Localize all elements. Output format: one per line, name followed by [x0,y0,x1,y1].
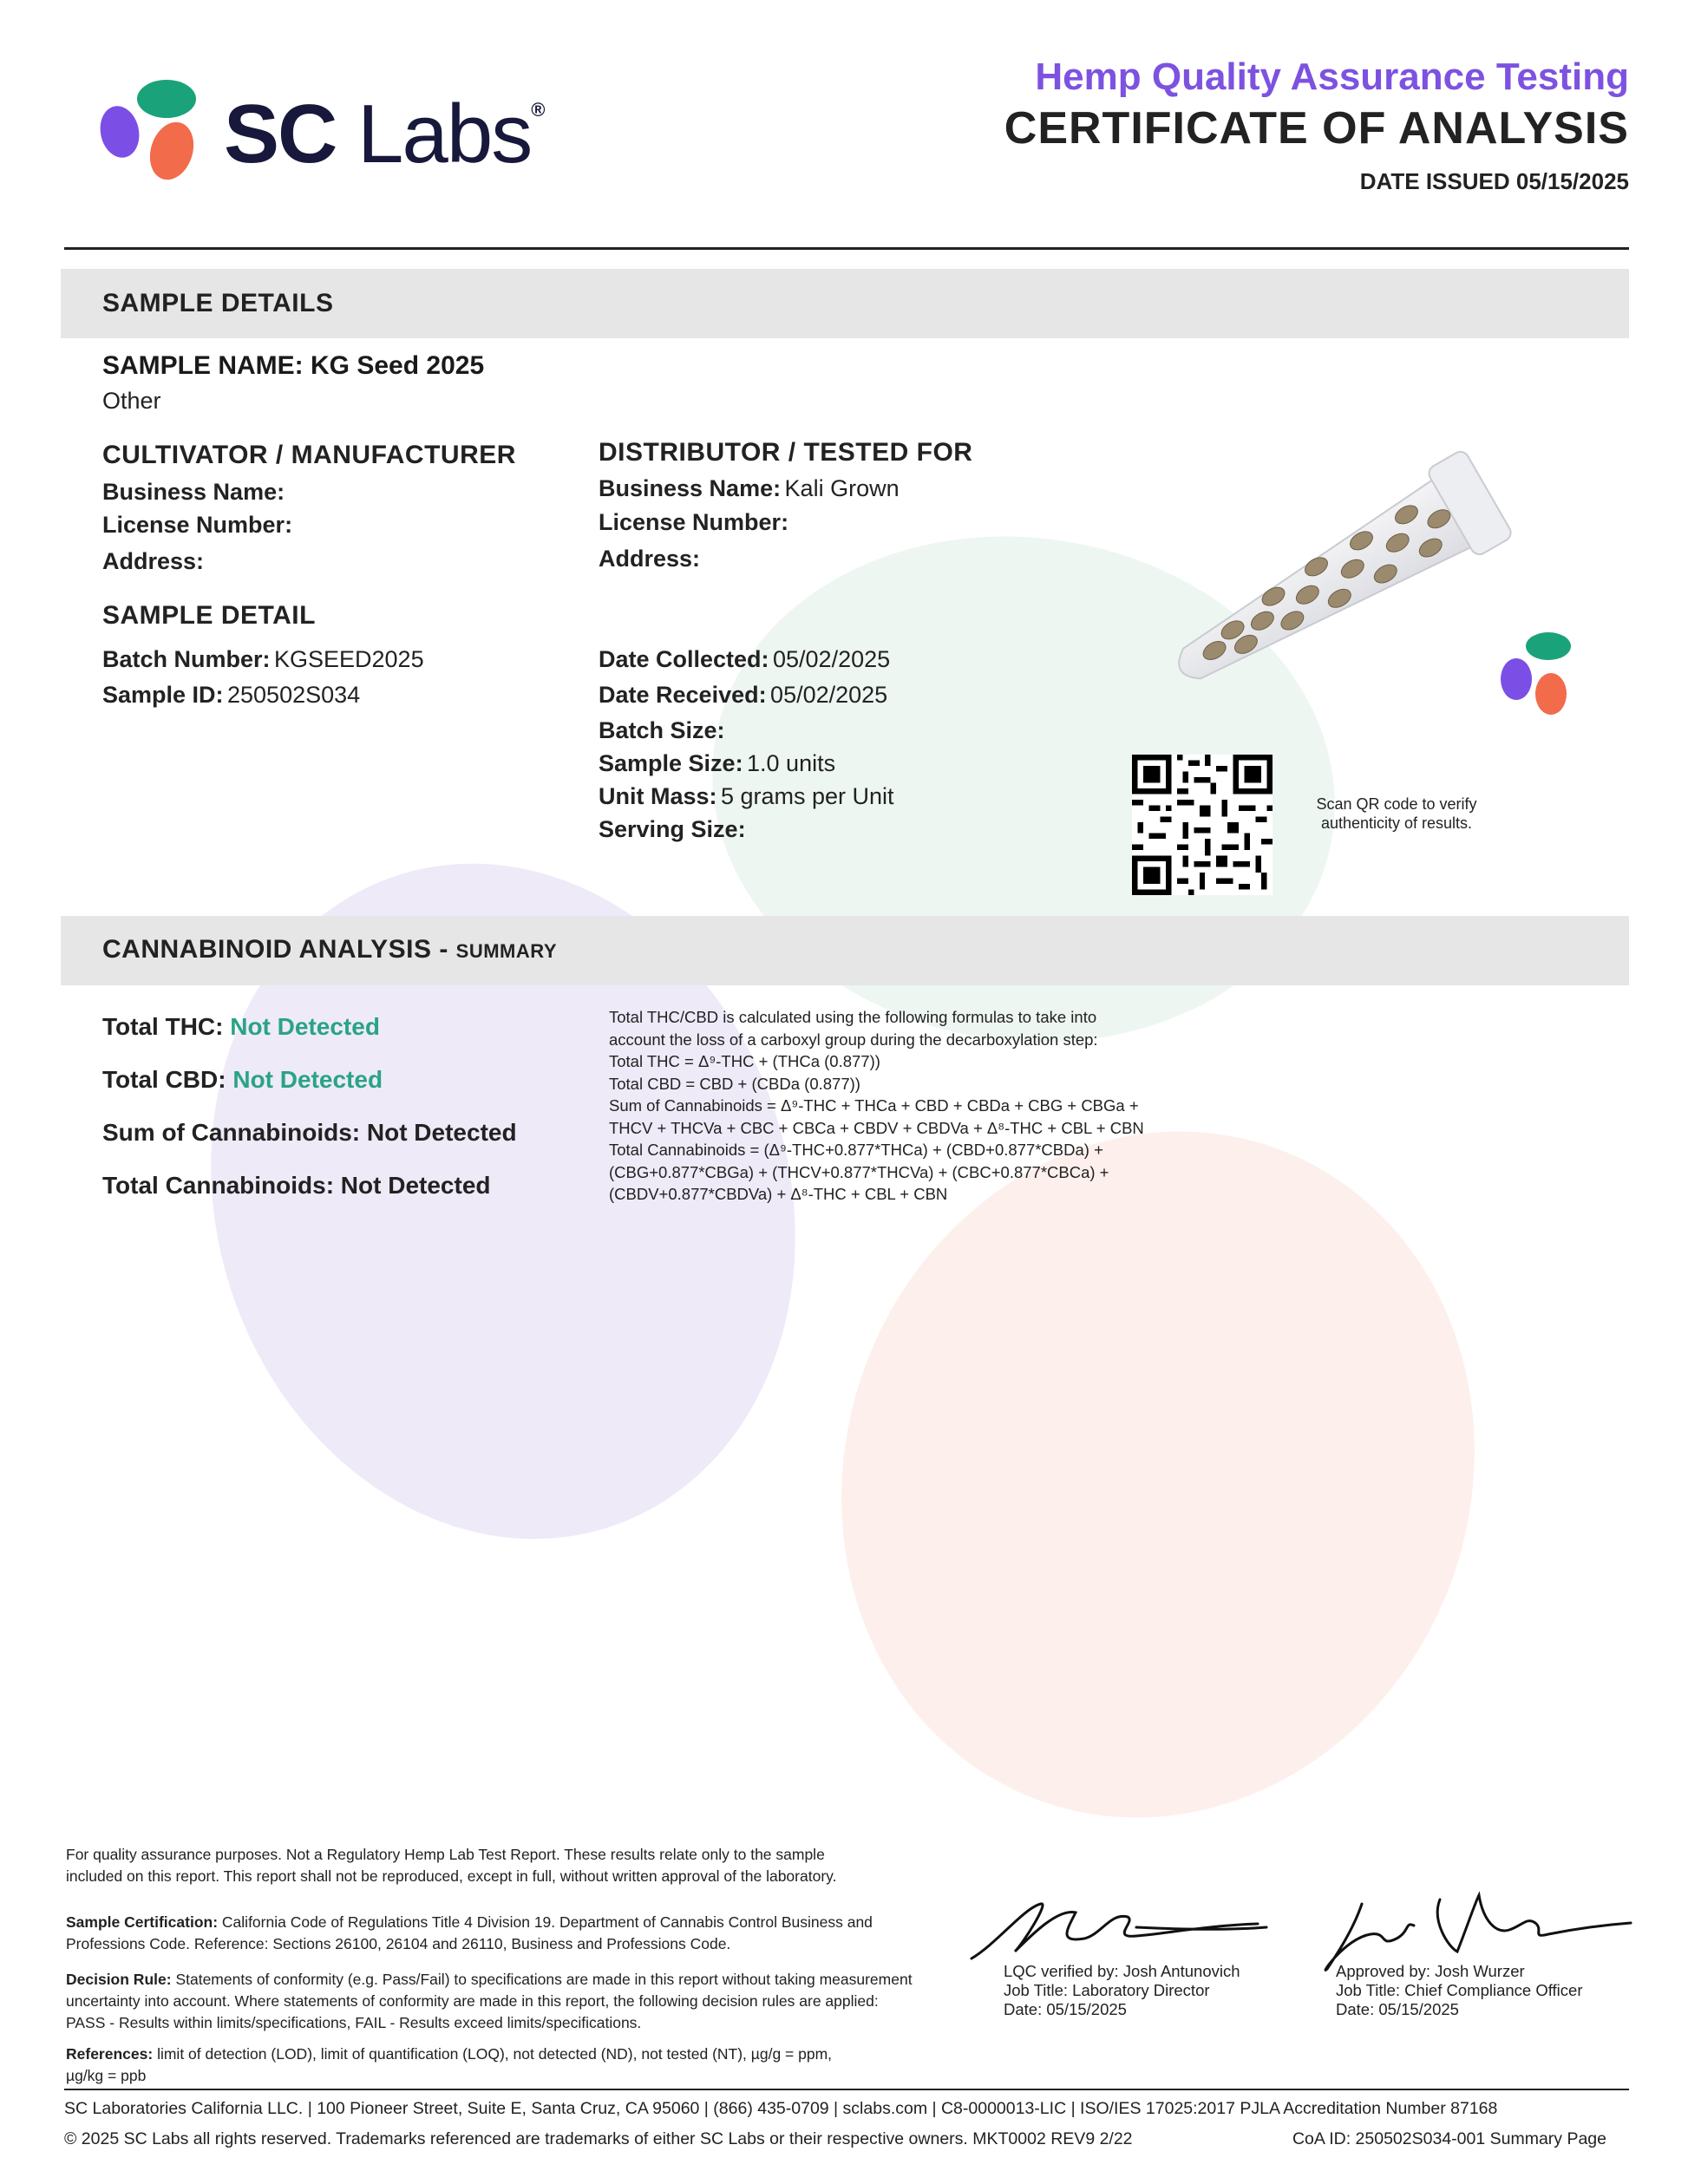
references: References: limit of detection (LOD), limit of quantification (LOQ), not detected (ND), not tested (NT), µg/g = ppm, µg/kg = ppb [66,2045,833,2084]
date-issued: DATE ISSUED 05/15/2025 [1359,168,1629,194]
sample-photo [1067,438,1587,733]
decision-rule: Decision Rule: Statements of conformity (e.g. Pass/Fail) to specifications are made in this report without taking measurement uncertainty into account. Where statements of conformity are made in this report, the following decision rules are applied: PASS - Results within limits/specifications, FAIL - Results exceed limits/specifications. [66,1971,913,2031]
signer-date: Date: 05/15/2025 [1336,2000,1459,2018]
cultivator-title: CULTIVATOR / MANUFACTURER [102,441,516,469]
formula-line: (CBDV+0.877*CBDVa) + Δ⁸-THC + CBL + CBN [609,1185,948,1203]
signer-name: LQC verified by: Josh Antunovich [1004,1962,1240,1980]
formula-notes [609,1006,1233,1206]
sample-name: SAMPLE NAME: KG Seed 2025 [102,351,485,380]
sample-certification: Sample Certification: California Code of Regulations Title 4 Division 19. Department of Cannabis Control Business and Professions Code. Reference: Sections 26100, 26104 and 26110, Business and Professions Code. [66,1913,873,1952]
copyright-line: © 2025 SC Labs all rights reserved. Trademarks referenced are trademarks of either SC Labs or their respective owners. MKT0002 REV9 2/22 CoA ID: 250502S034-001 Summary Page [64,2129,1606,2148]
lab-address-line: SC Laboratories California LLC. | 100 Pioneer Street, Suite E, Santa Cruz, CA 95060 | (866) 435-0709 | sclabs.com | C8-0000013-LIC | ISO/IES 17025:2017 PJLA Accreditation Number 87168 [64,2099,1498,2118]
signature-block-lqc [1004,1962,1240,2019]
cannabinoid-title: CANNABINOID ANALYSIS - SUMMARY [102,935,558,964]
unit-mass: Unit Mass: 5 grams per Unit [599,783,894,809]
cultivator-license-label: License Number: [102,512,293,538]
total-cannabinoids: Total Cannabinoids: Not Detected [102,1172,491,1199]
sample-size: Sample Size: 1.0 units [599,750,836,776]
distributor-business-name: Business Name: Kali Grown [599,475,900,501]
distributor-title: DISTRIBUTOR / TESTED FOR [599,438,973,467]
signature-block-approved [1336,1962,1582,2019]
formula-line: Total THC/CBD is calculated using the following formulas to take into [609,1008,1097,1026]
sample-detail-title: SAMPLE DETAIL [102,601,316,630]
signer-title: Job Title: Laboratory Director [1004,1981,1210,1999]
header-divider [64,247,1629,250]
cultivator-address-label: Address: [102,548,205,574]
serving-size-label: Serving Size: [599,816,746,842]
report-subtitle: Hemp Quality Assurance Testing [1035,56,1629,98]
formula-line: (CBG+0.877*CBGa) + (THCV+0.877*THCVa) + (CBC+0.877*CBCa) + [609,1162,1109,1181]
batch-size-label: Batch Size: [599,717,725,743]
formula-line: Total CBD = CBD + (CBDa (0.877)) [609,1074,860,1093]
date-collected: Date Collected: 05/02/2025 [599,646,891,672]
distributor-license-label: License Number: [599,509,789,535]
report-title: CERTIFICATE OF ANALYSIS [1004,103,1629,154]
formula-line: THCV + THCVa + CBC + CBCa + CBDV + CBDVa + Δ⁸-THC + CBL + CBN [609,1118,1144,1137]
signer-name: Approved by: Josh Wurzer [1336,1962,1525,1980]
sample-id: Sample ID: 250502S034 [102,682,361,708]
signer-date: Date: 05/15/2025 [1004,2000,1127,2018]
total-cbd: Total CBD: Not Detected [102,1066,383,1093]
formula-line: account the loss of a carboxyl group during the decarboxylation step: [609,1030,1098,1049]
cultivator-business-name-label: Business Name: [102,479,285,505]
footer-divider [64,2089,1629,2090]
date-received: Date Received: 05/02/2025 [599,682,888,708]
distributor-address-label: Address: [599,546,701,572]
sample-type: Other [102,388,161,414]
disclaimer: For quality assurance purposes. Not a Regulatory Hemp Lab Test Report. These results relate only to the sample included on this report. This report shall not be reproduced, except in full, without written approval of the laboratory. [66,1846,837,1885]
brand-wordmark: SC Labs® [224,88,544,180]
formula-line: Sum of Cannabinoids = Δ⁹-THC + THCa + CBD + CBDa + CBG + CBGa + [609,1096,1139,1115]
sum-of-cannabinoids: Sum of Cannabinoids: Not Detected [102,1119,517,1146]
formula-line: Total Cannabinoids = (Δ⁹-THC+0.877*THCa) + (CBD+0.877*CBDa) + [609,1141,1103,1159]
coa-id: CoA ID: 250502S034-001 Summary Page [1292,2129,1606,2148]
signer-title: Job Title: Chief Compliance Officer [1336,1981,1583,1999]
qr-code-icon [1132,755,1273,895]
formula-line: Total THC = Δ⁹-THC + (THCa (0.877)) [609,1052,880,1070]
qr-caption: Scan QR code to verify authenticity of results. [1316,795,1477,832]
sample-details-title: SAMPLE DETAILS [102,289,334,317]
sc-labs-logo-icon [95,76,208,189]
qr-code[interactable] [1132,755,1273,895]
signature-antunovich [963,1891,1275,1969]
total-thc: Total THC: Not Detected [102,1013,380,1040]
batch-number: Batch Number: KGSEED2025 [102,646,424,672]
